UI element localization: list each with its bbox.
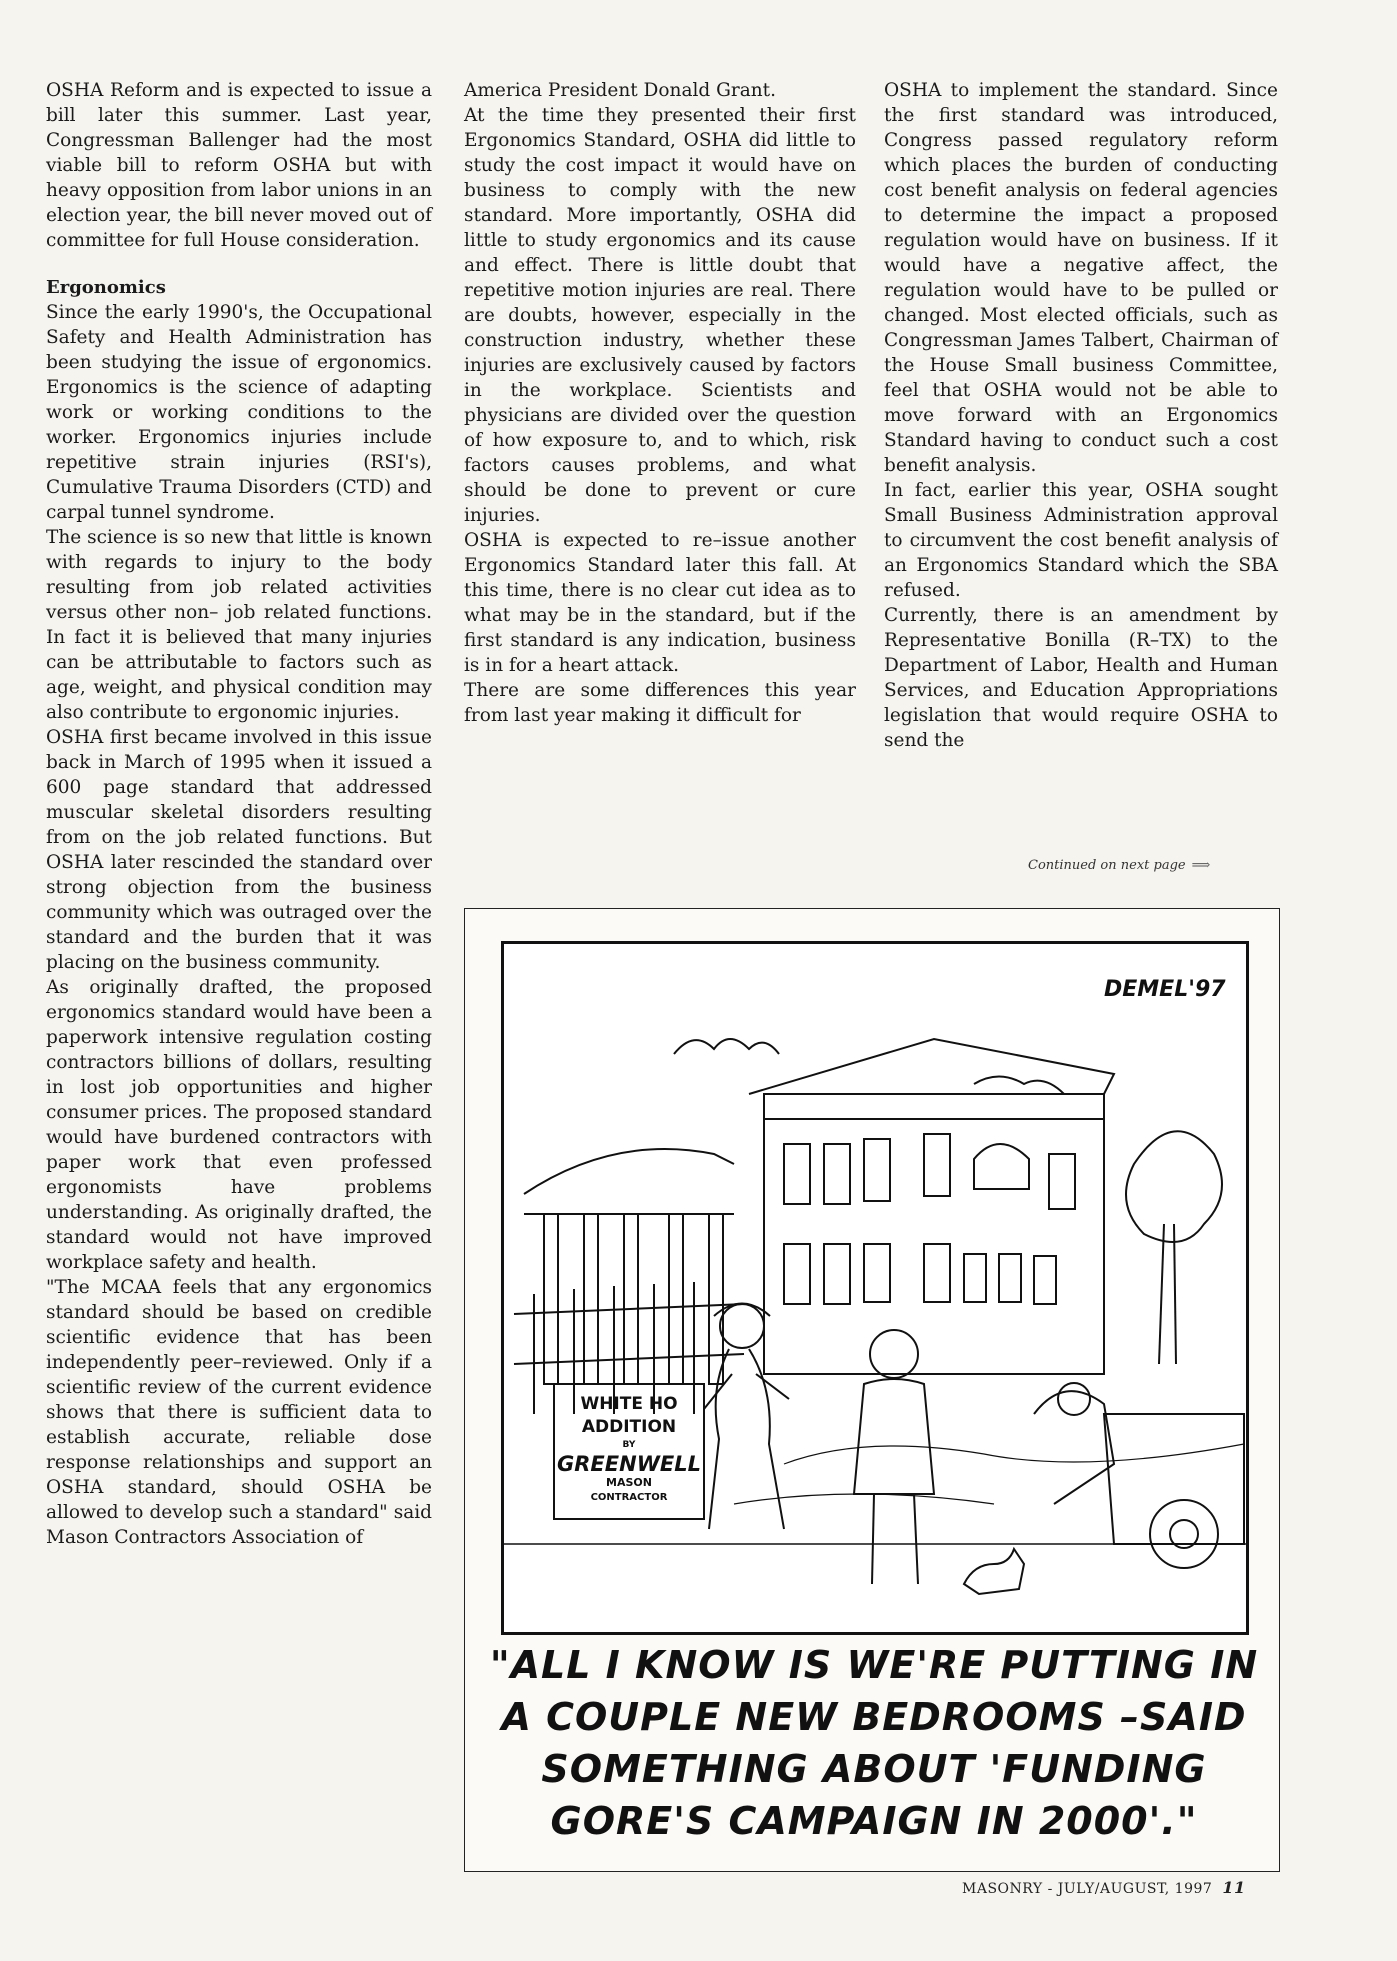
paragraph: In fact, earlier this year, OSHA sought Small Business Administration approval to circumvent the cost benefit analysis of an Ergonomics Standard which the SBA refused. <box>884 480 1278 601</box>
sign-line: MASON <box>606 1476 652 1489</box>
paragraph: America President Donald Grant. <box>464 80 776 101</box>
paragraph: OSHA Reform and is expected to issue a bill later this summer. Last year, Congressman Ballenger had the most viable bill to reform OSHA but with heavy opposition from labor unions in an election year, the bill never moved out of committee for full House consideration. <box>46 80 432 251</box>
sign-line: ADDITION <box>581 1417 677 1437</box>
article-column-2 <box>464 78 856 728</box>
arrow-right-icon: ⟹ <box>1191 858 1211 873</box>
cartoon-caption <box>489 1639 1259 1847</box>
continued-text: Continued on next page <box>1028 858 1186 873</box>
caption-line: "ALL I KNOW IS WE'RE PUTTING IN <box>489 1643 1259 1687</box>
cartoon-illustration <box>501 941 1249 1635</box>
page-number: 11 <box>1222 1878 1246 1897</box>
caption-line: SOMETHING ABOUT 'FUNDING <box>541 1747 1207 1791</box>
caption-line: GORE'S CAMPAIGN IN 2000'." <box>550 1799 1198 1843</box>
paragraph: OSHA first became involved in this issue back in March of 1995 when it issued a 600 page standard that addressed muscular skeletal disorders resulting from on the job related functions. But OSHA later rescinded the standard over strong objection from the business community which was outraged over the standard and the burden that it was placing on the business community. <box>46 727 432 973</box>
cartoon-drawing <box>504 944 1246 1632</box>
paragraph: Currently, there is an amendment by Representative Bonilla (R–TX) to the Department of Labor, Health and Human Services, and Education Appropriations legislation that would require OSHA to send the <box>884 605 1278 751</box>
paragraph: At the time they presented their first Ergonomics Standard, OSHA did little to study the cost impact it would have on business to comply with the new standard. More importantly, OSHA did little to study ergonomics and its cause and effect. There is little doubt that repetitive motion injuries are real. There are doubts, however, especially in the construction industry, whether these injuries are exclusively caused by factors in the workplace. Scientists and physicians are divided over the question of how exposure to, and to which, risk factors causes problems, and what should be done to prevent or cure injuries. <box>464 105 856 526</box>
paragraph: As originally drafted, the proposed ergonomics standard would have been a paperwork intensive regulation costing contractors billions of dollars, resulting in lost job opportunities and higher consumer prices. The proposed standard would have burdened contractors with paper work that even professed ergonomists have problems understanding. As originally drafted, the standard would not have improved workplace safety and health. <box>46 977 432 1273</box>
sign-line: BY <box>622 1440 636 1450</box>
section-heading: Ergonomics <box>46 277 166 298</box>
article-column-3 <box>884 78 1278 753</box>
paragraph: "The MCAA feels that any ergonomics standard should be based on credible scientific evidence that has been independently peer–reviewed. Only if a scientific review of the current evidence shows that there is sufficient data to establish accurate, reliable dose response relationships and support an OSHA standard, should OSHA be allowed to develop such a standard" said Mason Contractors Association of <box>46 1277 432 1548</box>
paragraph: There are some differences this year from last year making it difficult for <box>464 680 856 726</box>
continued-notice <box>1028 858 1210 873</box>
sign-line: WHITE HO <box>580 1394 678 1414</box>
publication-info: MASONRY - JULY/AUGUST, 1997 <box>962 1881 1213 1897</box>
cartoon-signature: DEMEL'97 <box>1104 977 1226 1002</box>
page-footer <box>962 1878 1246 1897</box>
paragraph: OSHA to implement the standard. Since the first standard was introduced, Congress passed regulatory reform which places the burden of conducting cost benefit analysis on federal agencies to determine the impact a proposed regulation would have on business. If it would have a negative affect, the regulation would have to be pulled or changed. Most elected officials, such as Congressman James Talbert, Chairman of the House Small business Committee, feel that OSHA would not be able to move forward with an Ergonomics Standard having to conduct such a cost benefit analysis. <box>884 80 1278 476</box>
paragraph: The science is so new that little is known with regards to injury to the body resulting from job related activities versus other non– job related functions. In fact it is believed that many injuries can be attributable to factors such as age, weight, and physical condition may also contribute to ergonomic injuries. <box>46 527 432 723</box>
paragraph: OSHA is expected to re–issue another Ergonomics Standard later this fall. At this time, there is no clear cut idea as to what may be in the standard, but if the first standard is any indication, business is in for a heart attack. <box>464 530 856 676</box>
sign-line: GREENWELL <box>557 1452 701 1476</box>
paragraph: Since the early 1990's, the Occupational Safety and Health Administration has been studying the issue of ergonomics. Ergonomics is the science of adapting work or working conditions to the worker. Ergonomics injuries include repetitive strain injuries (RSI's), Cumulative Trauma Disorders (CTD) and carpal tunnel syndrome. <box>46 302 432 523</box>
cartoon-frame <box>464 908 1280 1872</box>
caption-line: A COUPLE NEW BEDROOMS –SAID <box>501 1695 1247 1739</box>
sign-line: CONTRACTOR <box>590 1492 668 1503</box>
article-column-1 <box>46 78 432 1550</box>
